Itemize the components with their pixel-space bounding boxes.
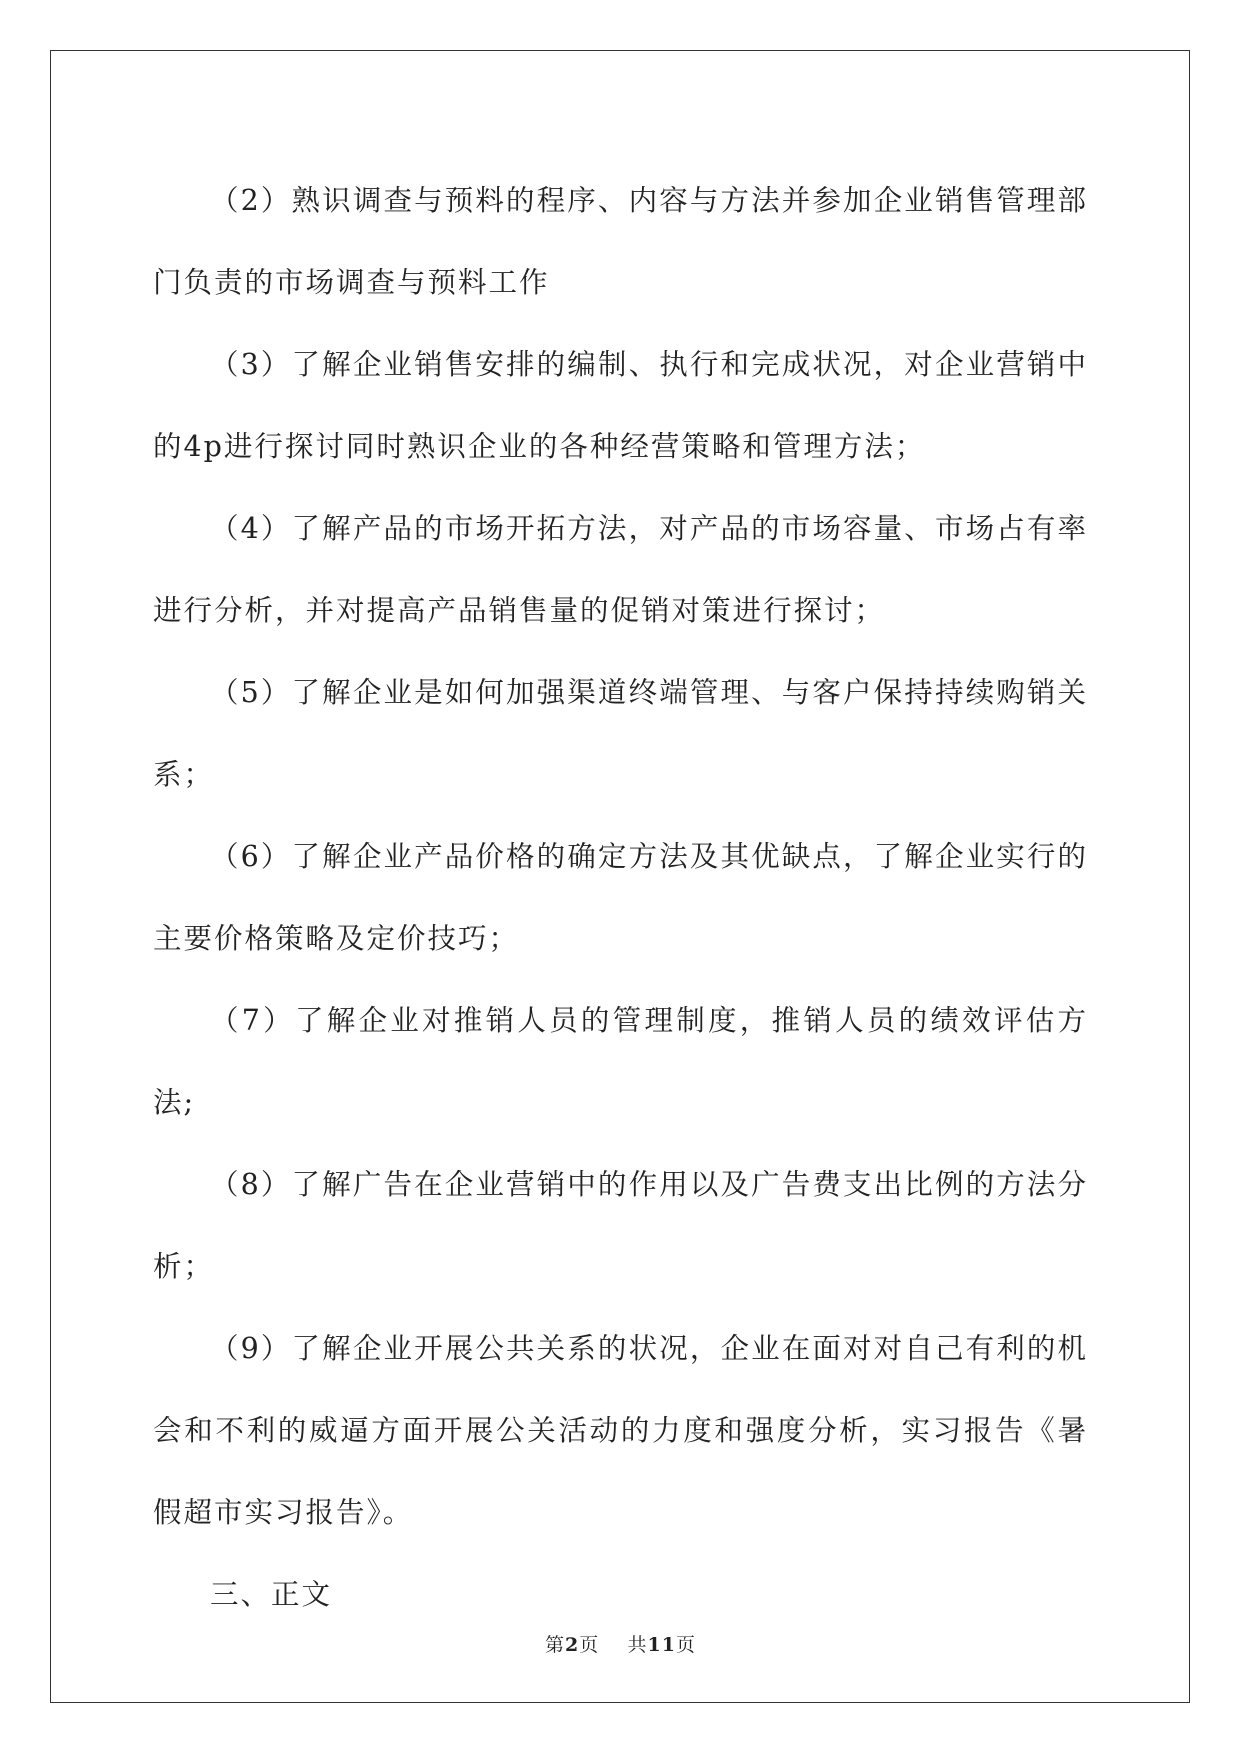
paragraph-item-3: （3）了解企业销售安排的编制、执行和完成状况，对企业营销中的4p进行探讨同时熟识企业的各种经营策略和管理方法； [153, 348, 1088, 463]
paragraph-item-4: （4）了解产品的市场开拓方法，对产品的市场容量、市场占有率进行分析，并对提高产品销售量的促销对策进行探讨； [153, 512, 1088, 627]
section-heading: 三、正文 [210, 1578, 333, 1611]
footer-total-prefix: 共 [627, 1634, 648, 1656]
document-body [153, 160, 1088, 1636]
footer-page-number: 2 [565, 1634, 580, 1656]
footer-page-prefix: 第 [545, 1634, 566, 1656]
paragraph-item-8: （8）了解广告在企业营销中的作用以及广告费支出比例的方法分析； [153, 1168, 1088, 1283]
page-footer [0, 1630, 1241, 1657]
paragraph-item-6: （6）了解企业产品价格的确定方法及其优缺点，了解企业实行的主要价格策略及定价技巧； [153, 840, 1088, 955]
paragraph-item-9: （9）了解企业开展公共关系的状况，企业在面对对自己有利的机会和不利的威逼方面开展公关活动的力度和强度分析，实习报告《暑假超市实习报告》。 [153, 1332, 1088, 1529]
footer-total-suffix: 页 [675, 1634, 696, 1656]
paragraph-item-5: （5）了解企业是如何加强渠道终端管理、与客户保持持续购销关系； [153, 676, 1088, 791]
footer-page-suffix: 页 [579, 1634, 600, 1656]
footer-total-pages: 11 [647, 1634, 676, 1656]
paragraph-item-7: （7）了解企业对推销人员的管理制度，推销人员的绩效评估方法; [153, 1004, 1088, 1119]
paragraph-item-2: （2）熟识调查与预料的程序、内容与方法并参加企业销售管理部门负责的市场调查与预料工作 [153, 184, 1088, 299]
